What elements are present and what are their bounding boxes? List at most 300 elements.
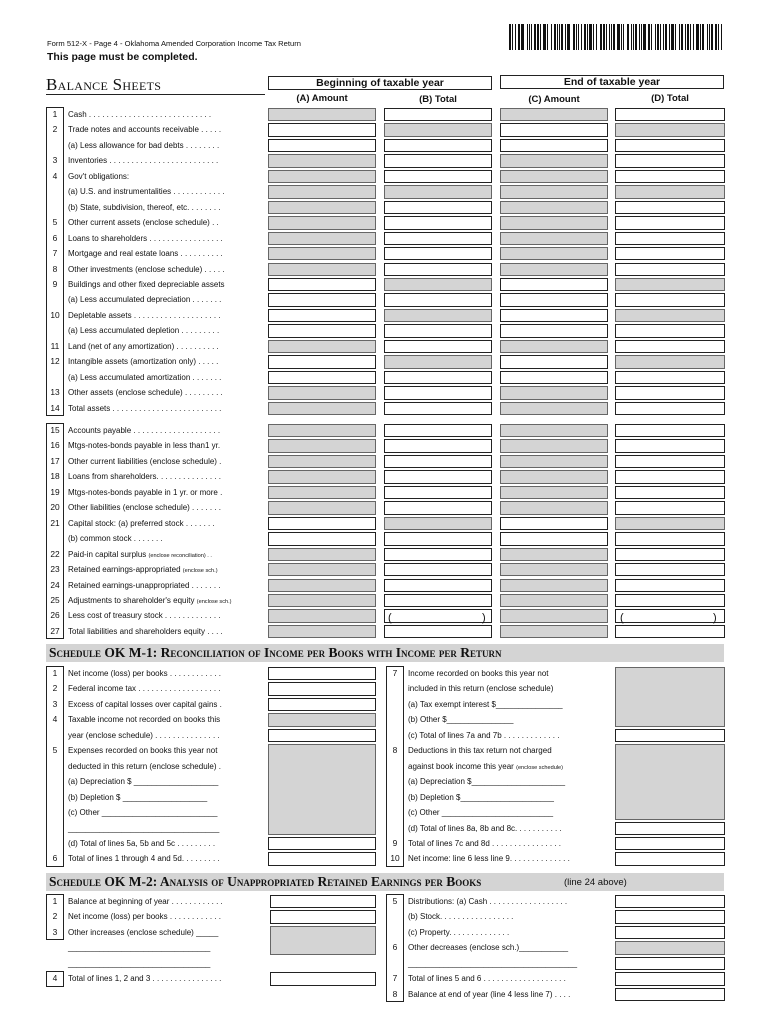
amount-field[interactable] (615, 324, 725, 337)
m1-line-number: 5 (52, 745, 58, 756)
line-number: 7 (52, 248, 58, 259)
shaded-cell (500, 386, 608, 399)
amount-field[interactable] (615, 532, 725, 545)
m1-line-label-text: (a) Tax exempt interest $_______________ (408, 699, 563, 709)
shaded-cell (268, 594, 376, 607)
amount-field[interactable] (384, 455, 492, 468)
line-number: 11 (50, 340, 60, 351)
amount-field[interactable] (615, 170, 725, 183)
m1-line-number: 3 (52, 698, 58, 709)
line-label-text: Less cost of treasury stock . . . . . . . . . . . . . (68, 611, 221, 621)
amount-field[interactable] (384, 609, 492, 622)
line-label-text: Retained earnings-appropriated (68, 565, 181, 575)
shaded-cell (270, 926, 376, 955)
m1-line-label-text: against book income this year (408, 761, 514, 771)
shaded-cell (500, 501, 608, 514)
amount-field[interactable] (384, 263, 492, 276)
line-label (68, 122, 221, 137)
m1-line-label: __________________________________ (68, 823, 220, 833)
line-label-text: Intangible assets (amortization only) . . . . . (68, 357, 219, 367)
amount-field[interactable] (615, 108, 725, 121)
amount-field[interactable] (384, 340, 492, 353)
amount-field[interactable] (500, 123, 608, 136)
shaded-cell (500, 201, 608, 214)
shaded-cell (500, 609, 608, 622)
balance-sheets-title: Balance Sheets (46, 75, 162, 94)
amount-field[interactable] (500, 324, 608, 337)
m1-line-label (408, 712, 513, 727)
line-number: 17 (50, 455, 60, 466)
line-label (68, 593, 232, 610)
line-number: 1 (52, 109, 58, 119)
m2-line-label: Net income (loss) per books . . . . . . . . . . . . (68, 912, 221, 922)
amount-field[interactable] (384, 625, 492, 638)
shaded-cell (268, 713, 376, 726)
amount-field[interactable] (615, 201, 725, 214)
m1-line-label: (c) Other __________________________ (68, 808, 218, 818)
shaded-cell (268, 247, 376, 260)
amount-field[interactable] (268, 278, 376, 291)
shaded-cell (268, 263, 376, 276)
m1-line-number: 6 (52, 853, 58, 864)
amount-field[interactable] (268, 139, 376, 152)
shaded-cell (268, 563, 376, 576)
shaded-cell (615, 744, 725, 819)
line-label (68, 454, 221, 469)
shaded-cell (615, 517, 725, 530)
shaded-cell (268, 609, 376, 622)
amount-field[interactable] (384, 579, 492, 592)
shaded-cell (268, 108, 376, 121)
shaded-cell (384, 123, 492, 136)
amount-field[interactable] (384, 548, 492, 561)
shaded-cell (268, 439, 376, 452)
line-label (68, 608, 221, 623)
shaded-cell (615, 123, 725, 136)
line-label-text: Other assets (enclose schedule) . . . . . . . . . (68, 388, 223, 398)
line-number: 27 (50, 625, 60, 636)
amount-field[interactable] (384, 371, 492, 384)
line-label (68, 138, 219, 153)
m2-amount-field[interactable] (615, 988, 725, 1001)
m1-line-label-text: (b) Other $_______________ (408, 715, 514, 725)
line-label-note: (enclose sch.) (196, 598, 232, 605)
m1-line-label-text: (c) Total of lines 7a and 7b . . . . . . . . . . . . . (408, 730, 560, 740)
line-label-text: Depletable assets . . . . . . . . . . . . . . . . . . . . (68, 310, 221, 320)
amount-field[interactable] (615, 470, 725, 483)
line-number: 23 (50, 564, 60, 575)
amount-field[interactable] (268, 309, 376, 322)
m2-line-label: ________________________________ (68, 958, 211, 968)
amount-field[interactable] (615, 609, 725, 622)
balance-title-area (46, 75, 265, 95)
m2-line-label: Total of lines 1, 2 and 3 . . . . . . . . . . . . . . . . (68, 974, 222, 984)
amount-field[interactable] (615, 263, 725, 276)
amount-field[interactable] (384, 324, 492, 337)
line-number: 21 (50, 517, 60, 528)
m2-amount-field[interactable] (615, 926, 725, 939)
shaded-cell (268, 470, 376, 483)
amount-field[interactable] (500, 293, 608, 306)
m1-line-label: Net income (loss) per books . . . . . . . . . . . . (68, 669, 221, 678)
paren-close-d: ) (713, 612, 717, 624)
line-label-note: (enclose sch.) (182, 568, 218, 575)
amount-field[interactable] (384, 486, 492, 499)
shaded-cell (500, 486, 608, 499)
line-number: 26 (50, 610, 60, 621)
line-label (68, 624, 223, 639)
col-c-header: (C) Amount (528, 94, 580, 105)
m1-line-label: deducted in this return (enclose schedule) . (68, 761, 221, 771)
line-label (68, 246, 223, 261)
line-label-text: Accounts payable . . . . . . . . . . . . . . . . . . . . (68, 426, 221, 435)
m1-line-number: 1 (52, 668, 58, 678)
line-label-note: (enclose reconciliation) . . (148, 552, 212, 559)
line-label (68, 354, 218, 369)
line-label (68, 531, 163, 546)
line-label-text: Gov't obligations: (68, 171, 130, 181)
m1-amount-field[interactable] (268, 852, 376, 865)
amount-field[interactable] (615, 625, 725, 638)
line-label-text: Other liabilities (enclose schedule) . . . . . . . (68, 503, 221, 513)
m2-line-label: (c) Property. . . . . . . . . . . . . . (408, 927, 510, 937)
amount-field[interactable] (500, 517, 608, 530)
col-b-header: (B) Total (419, 94, 457, 105)
amount-field[interactable] (384, 439, 492, 452)
shaded-cell (500, 154, 608, 167)
shaded-cell (500, 247, 608, 260)
shaded-cell (500, 455, 608, 468)
amount-field[interactable] (615, 548, 725, 561)
amount-field[interactable] (384, 139, 492, 152)
m2-amount-field[interactable] (270, 910, 376, 923)
amount-field[interactable] (615, 293, 725, 306)
shaded-cell (268, 170, 376, 183)
line-label-text: Adjustments to shareholder's equity (68, 595, 195, 605)
amount-field[interactable] (268, 532, 376, 545)
m1-amount-field[interactable] (268, 729, 376, 742)
amount-field[interactable] (615, 232, 725, 245)
m1-line-label (408, 743, 552, 758)
line-label (68, 469, 221, 484)
m1-line-label (408, 851, 570, 866)
amount-field[interactable] (500, 309, 608, 322)
line-label-text: Capital stock: (a) preferred stock . . . . . . . (68, 518, 215, 528)
m2-line-number: 3 (52, 926, 58, 937)
amount-field[interactable] (384, 501, 492, 514)
amount-field[interactable] (615, 216, 725, 229)
line-label-text: Total liabilities and shareholders equity . . . . (68, 626, 223, 636)
shaded-cell (500, 579, 608, 592)
line-label (68, 292, 221, 307)
line-label (68, 423, 220, 438)
shaded-cell (268, 402, 376, 415)
line-label-text: Loans to shareholders . . . . . . . . . . . . . . . . . (68, 233, 223, 243)
shaded-cell (500, 548, 608, 561)
line-number: 22 (50, 548, 60, 559)
m1-line-label-text: Net income: line 6 less line 9. . . . . . . . . . . . . . (408, 854, 570, 864)
amount-field[interactable] (615, 486, 725, 499)
shaded-cell (268, 424, 376, 437)
amount-field[interactable] (615, 139, 725, 152)
amount-field[interactable] (615, 340, 725, 353)
paren-open-b: ( (388, 612, 392, 624)
m1-line-label (408, 728, 559, 743)
amount-field[interactable] (384, 424, 492, 437)
line-label-text: Retained earnings-unappropriated . . . . . . . (68, 580, 221, 590)
amount-field[interactable] (384, 154, 492, 167)
shaded-cell (500, 185, 608, 198)
m1-line-label: Expenses recorded on books this year not (68, 746, 218, 756)
amount-field[interactable] (615, 154, 725, 167)
end-year-header: End of taxable year (500, 75, 724, 89)
line-label-text: (a) Less accumulated amortization . . . . . . . (68, 372, 222, 382)
amount-field[interactable] (500, 532, 608, 545)
line-label (68, 262, 225, 277)
line-number: 8 (52, 263, 58, 274)
amount-field[interactable] (384, 232, 492, 245)
m1-line-label (408, 805, 553, 820)
m2-amount-field[interactable] (615, 957, 725, 970)
m1-line-number: 7 (392, 668, 398, 678)
m1-line-label-text: (a) Depreciation $_____________________ (408, 777, 566, 787)
m1-amount-field[interactable] (268, 667, 376, 680)
m1-title: Schedule OK M-1: Reconciliation of Income per Books with Income per Return (49, 645, 502, 660)
amount-field[interactable] (384, 386, 492, 399)
m1-line-label-text: Total of lines 7c and 8d . . . . . . . . . . . . . . . . (408, 838, 561, 848)
line-number: 18 (50, 471, 60, 482)
amount-field[interactable] (384, 402, 492, 415)
shaded-cell (268, 548, 376, 561)
m1-title-bar (46, 644, 724, 662)
m1-amount-field[interactable] (615, 822, 725, 835)
amount-field[interactable] (384, 532, 492, 545)
m2-line-label: Balance at end of year (line 4 less line 7) . . . . (408, 989, 571, 999)
m2-line-label: Other increases (enclose schedule) _____ (68, 927, 219, 937)
amount-field[interactable] (615, 386, 725, 399)
amount-field[interactable] (384, 108, 492, 121)
shaded-cell (500, 402, 608, 415)
m1-amount-field[interactable] (615, 837, 725, 850)
m1-amount-field[interactable] (268, 682, 376, 695)
amount-field[interactable] (384, 201, 492, 214)
amount-field[interactable] (384, 216, 492, 229)
m2-amount-field[interactable] (615, 910, 725, 923)
line-number: 24 (50, 579, 60, 590)
m2-line-label: ________________________________ (68, 943, 211, 953)
line-label-text: Other current liabilities (enclose schedule) . (68, 456, 222, 466)
line-number: 15 (50, 425, 60, 435)
shaded-cell (268, 201, 376, 214)
line-label (68, 153, 218, 168)
amount-field[interactable] (615, 439, 725, 452)
m1-amount-field[interactable] (615, 729, 725, 742)
shaded-cell (268, 486, 376, 499)
shaded-cell (268, 501, 376, 514)
line-label-text: (a) Less accumulated depreciation . . . . . . . (68, 295, 222, 305)
line-label-text: Land (net of any amortization) . . . . . . . . . . (68, 341, 219, 351)
line-label-text: Cash . . . . . . . . . . . . . . . . . . . . . . . . . . . . (68, 110, 212, 119)
m2-line-label: (b) Stock. . . . . . . . . . . . . . . . . (408, 912, 514, 922)
line-number: 9 (52, 278, 58, 289)
barcode-icon (509, 24, 725, 50)
amount-field[interactable] (268, 371, 376, 384)
m1-line-label-text: (d) Total of lines 8a, 8b and 8c. . . . . . . . . . . (408, 823, 562, 833)
m1-amount-field[interactable] (268, 698, 376, 711)
line-label-text: Buildings and other fixed depreciable assets (68, 279, 225, 289)
m2-line-label: Other decreases (enclose sch.)___________ (408, 943, 569, 953)
shaded-cell (500, 424, 608, 437)
m2-line-label: Distributions: (a) Cash . . . . . . . . . . . . . . . . . . (408, 897, 568, 906)
shaded-cell (500, 439, 608, 452)
line-label-text: (a) Less allowance for bad debts . . . . . . . . (68, 140, 220, 150)
line-number: 10 (50, 309, 60, 320)
shaded-cell (384, 309, 492, 322)
line-label (68, 169, 129, 184)
amount-field[interactable] (268, 355, 376, 368)
amount-field[interactable] (500, 371, 608, 384)
line-label (68, 500, 221, 515)
amount-field[interactable] (268, 324, 376, 337)
amount-field[interactable] (268, 517, 376, 530)
shaded-cell (268, 579, 376, 592)
m1-line-label-text: (b) Depletion $_____________________ (408, 792, 554, 802)
amount-field[interactable] (615, 371, 725, 384)
m2-amount-field[interactable] (615, 895, 725, 908)
shaded-cell (500, 594, 608, 607)
amount-field[interactable] (500, 355, 608, 368)
m2-amount-field[interactable] (615, 972, 725, 985)
amount-field[interactable] (500, 278, 608, 291)
amount-field[interactable] (384, 594, 492, 607)
amount-field[interactable] (615, 579, 725, 592)
shaded-cell (615, 941, 725, 954)
line-label (68, 215, 219, 230)
amount-field[interactable] (268, 293, 376, 306)
m1-line-label-text: Income recorded on books this year not (408, 669, 549, 678)
line-label-text: Total assets . . . . . . . . . . . . . . . . . . . . . . . . . (68, 403, 222, 413)
shaded-cell (500, 470, 608, 483)
m2-line-label: Balance at beginning of year . . . . . . . . . . . . (68, 897, 223, 906)
amount-field[interactable] (268, 123, 376, 136)
line-number: 6 (52, 232, 58, 243)
shaded-cell (268, 154, 376, 167)
m1-amount-field[interactable] (268, 837, 376, 850)
line-label (68, 438, 220, 453)
col-a-header: (A) Amount (296, 93, 348, 104)
line-label-text: (a) Less accumulated depletion . . . . . . . . . (68, 326, 220, 336)
m1-line-label (408, 774, 565, 789)
shaded-cell (615, 185, 725, 198)
shaded-cell (268, 185, 376, 198)
m2-line-number: 1 (52, 896, 58, 906)
amount-field[interactable] (615, 402, 725, 415)
shaded-cell (384, 517, 492, 530)
col-d-header: (D) Total (651, 93, 689, 104)
m1-line-label: Total of lines 1 through 4 and 5d. . . . . . . . . (68, 854, 220, 864)
m2-line-label: Total of lines 5 and 6 . . . . . . . . . . . . . . . . . . . (408, 974, 566, 984)
m1-line-label: (d) Total of lines 5a, 5b and 5c . . . . . . . . . (68, 838, 216, 848)
m2-title-suffix: (line 24 above) (564, 877, 627, 888)
line-label-text: Other current assets (enclose schedule) . . (68, 218, 219, 228)
line-label-text: Paid-in capital surplus (68, 549, 147, 559)
m2-line-number: 7 (392, 973, 398, 984)
line-number: 4 (52, 170, 58, 181)
m2-line-number: 4 (52, 973, 58, 984)
m1-line-label-text: (c) Other _________________________ (408, 808, 554, 818)
line-number: 14 (50, 402, 60, 413)
m1-line-number: 4 (52, 714, 58, 725)
amount-field[interactable] (384, 470, 492, 483)
line-label (68, 401, 221, 416)
line-label-text: (b) State, subdivision, thereof, etc. . . . . . . . (68, 202, 221, 212)
m1-line-number: 10 (390, 853, 400, 864)
line-label (68, 339, 219, 354)
m1-line-label: Federal income tax . . . . . . . . . . . . . . . . . . . (68, 684, 221, 694)
amount-field[interactable] (384, 293, 492, 306)
shaded-cell (268, 232, 376, 245)
amount-field[interactable] (615, 501, 725, 514)
shaded-cell (500, 563, 608, 576)
m1-line-note: (enclose schedule) (516, 764, 564, 771)
shaded-cell (615, 355, 725, 368)
shaded-cell (500, 170, 608, 183)
line-number: 13 (50, 387, 60, 398)
shaded-cell (384, 185, 492, 198)
line-label (68, 107, 211, 122)
line-label (68, 516, 215, 531)
line-number: 3 (52, 155, 58, 166)
shaded-cell (615, 309, 725, 322)
m1-line-label: Excess of capital losses over capital gains . (68, 699, 222, 709)
amount-field[interactable] (500, 139, 608, 152)
shaded-cell (500, 625, 608, 638)
line-label-text: Mortgage and real estate loans . . . . . . . . . . (68, 249, 223, 259)
m1-line-label: (a) Depreciation $ ___________________ (68, 777, 219, 787)
m1-line-label (408, 666, 549, 681)
amount-field[interactable] (615, 247, 725, 260)
amount-field[interactable] (615, 455, 725, 468)
line-label (68, 547, 212, 564)
line-label-text: Loans from shareholders. . . . . . . . . . . . . . . (68, 472, 221, 482)
line-label-text: Other investments (enclose schedule) . . . . . (68, 264, 225, 274)
amount-field[interactable] (615, 424, 725, 437)
m2-amount-field[interactable] (270, 895, 376, 908)
m2-line-number: 8 (392, 988, 398, 999)
line-label (68, 200, 221, 215)
line-number: 2 (52, 124, 58, 135)
amount-field[interactable] (615, 563, 725, 576)
line-label-text: Mtgs-notes-bonds payable in less than1 yr. (68, 441, 221, 451)
line-label (68, 308, 221, 323)
amount-field[interactable] (384, 247, 492, 260)
m1-line-label (408, 836, 561, 851)
line-label (68, 323, 219, 338)
paren-close-b: ) (482, 612, 486, 624)
amount-field[interactable] (615, 594, 725, 607)
m1-line-number: 2 (52, 683, 58, 694)
m2-amount-field[interactable] (270, 972, 376, 985)
amount-field[interactable] (384, 563, 492, 576)
shaded-cell (268, 625, 376, 638)
shaded-cell (500, 216, 608, 229)
amount-field[interactable] (384, 170, 492, 183)
line-label-text: Mtgs-notes-bonds payable in 1 yr. or more . (68, 487, 223, 497)
m1-line-label (408, 821, 562, 836)
shaded-cell (500, 340, 608, 353)
shaded-cell (384, 278, 492, 291)
m1-amount-field[interactable] (615, 852, 725, 865)
